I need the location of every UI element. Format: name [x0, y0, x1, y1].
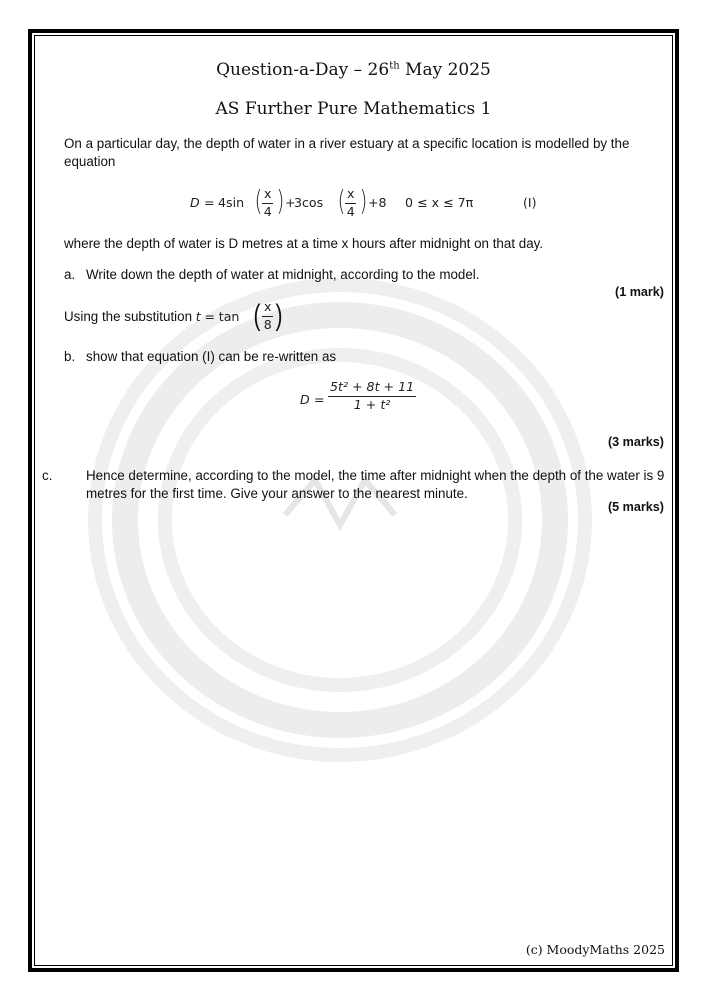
eq-domain: 0 ≤ x ≤ 7π	[405, 195, 474, 210]
sub-paren-left: (	[253, 299, 261, 332]
eq2-lhs: D	[300, 392, 310, 407]
substitution-text: Using the substitution t = tan	[64, 309, 240, 324]
eq-lhs: D	[190, 195, 200, 210]
fraction-x-over-4-b: $\frac{x}{4}$	[346, 186, 355, 219]
part-a-marks: (1 mark)	[615, 285, 664, 299]
equation-1	[190, 184, 550, 219]
eq-label: (I)	[523, 195, 537, 210]
paren-left-2: (	[337, 184, 346, 217]
where-text: where the depth of water is D metres at a time x hours after midnight on that day.	[64, 236, 544, 251]
part-b	[64, 348, 664, 366]
part-b-label: b.	[64, 349, 76, 364]
eq-term-cos: 3cos	[294, 195, 324, 210]
fraction-x-over-4: $\frac{x}{4}$	[263, 186, 272, 219]
intro-text: On a particular day, the depth of water in a river estuary at a specific location is modelled by the equation	[64, 136, 630, 169]
eq2-fraction: $\frac{\text{5t² + 8t + 11}}{\text{1 + t²}}$	[330, 379, 415, 412]
part-a-text: Write down the depth of water at midnight, according to the model.	[86, 267, 480, 282]
fraction-x-over-8: $\frac{x}{8}$	[263, 299, 272, 332]
eq2-equals: =	[314, 392, 325, 407]
part-c-marks: (5 marks)	[607, 500, 664, 514]
eq-equals: =	[204, 195, 215, 210]
paren-right-2: )	[359, 184, 368, 217]
paren-left: (	[254, 184, 263, 217]
eq-constant: +8	[368, 195, 387, 210]
part-b-text: show that equation (I) can be re-written as	[86, 349, 337, 364]
footer-copyright: (c) MoodyMaths 2025	[525, 942, 665, 957]
part-a	[64, 266, 664, 284]
part-b-marks: (3 marks)	[607, 435, 664, 449]
part-a-label: a.	[64, 267, 76, 282]
page-subtitle: AS Further Pure Mathematics 1	[215, 99, 492, 119]
equation-2	[300, 381, 440, 421]
part-c-label: c.	[42, 468, 53, 483]
paren-right: )	[276, 184, 285, 217]
page-title: Question-a-Day – 26th May 2025	[216, 60, 491, 80]
eq-term-sin: 4sin	[218, 195, 245, 210]
part-c-text: Hence determine, according to the model, the time after midnight when the depth of the water is 9 metres for the first time. Give your answer to the nearest minute.	[86, 468, 665, 501]
eq-plus: +	[285, 195, 296, 210]
sub-paren-right: )	[275, 299, 283, 332]
part-c	[42, 467, 666, 503]
